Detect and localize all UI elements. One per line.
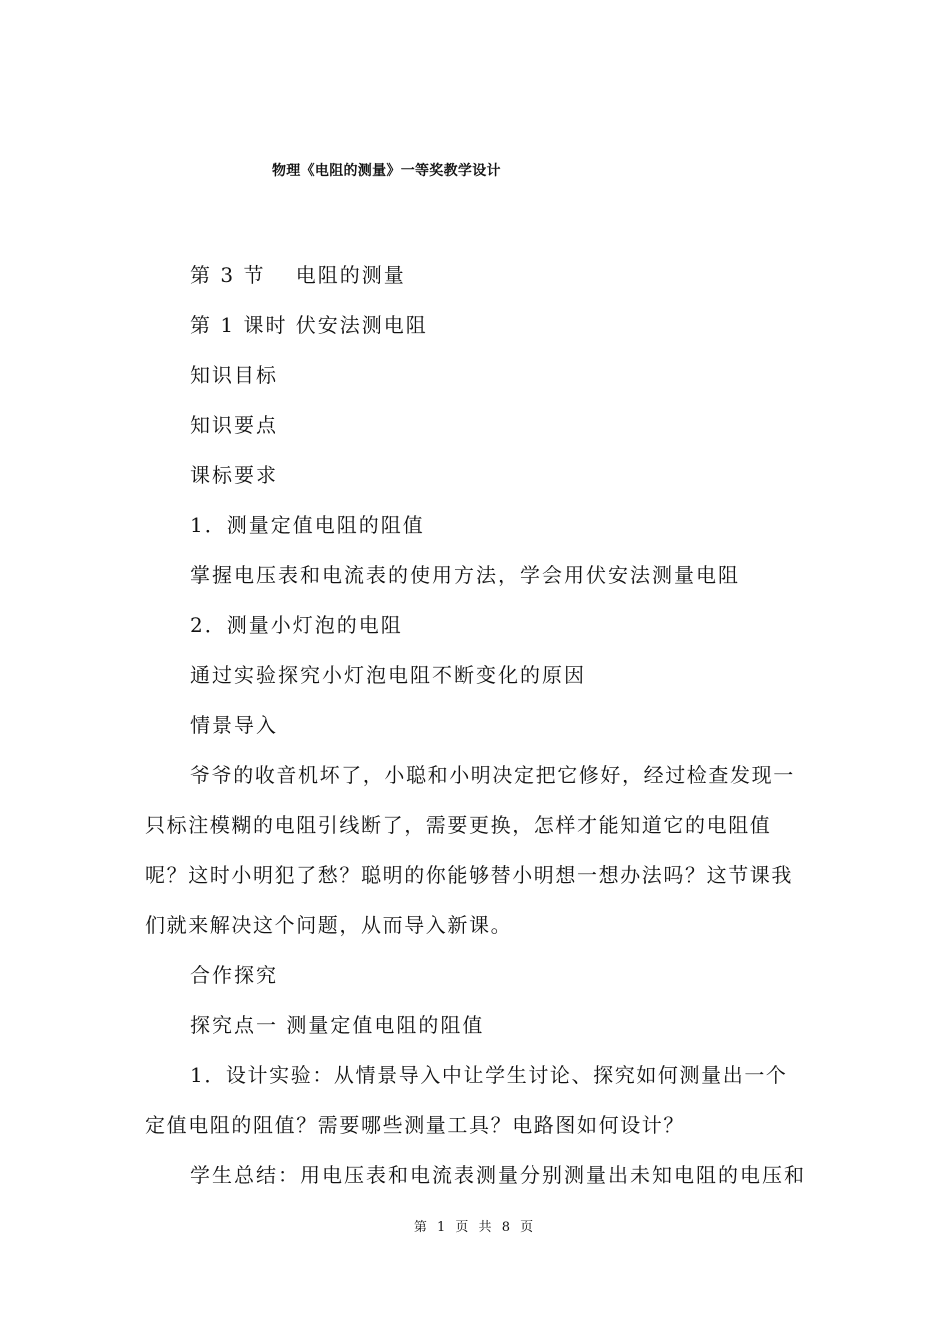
paragraph-scenario-intro: 情景导入 — [190, 713, 278, 737]
paragraph-knowledge-goals: 知识目标 — [190, 363, 278, 387]
paragraph-cooperative-inquiry: 合作探究 — [190, 963, 278, 987]
paragraph-inquiry-point-1: 探究点一 测量定值电阻的阻值 — [190, 1013, 485, 1037]
document-body — [145, 250, 805, 1200]
paragraph-item-1: 1．测量定值电阻的阻值 — [190, 513, 425, 537]
paragraph-knowledge-points: 知识要点 — [190, 413, 278, 437]
paragraph-item-2-detail: 通过实验探究小灯泡电阻不断变化的原因 — [190, 663, 586, 687]
paragraph-scenario-text: 爷爷的收音机坏了，小聪和小明决定把它修好，经过检查发现一只标注模糊的电阻引线断了，需要更换，怎样才能知道它的电阻值呢？这时小明犯了愁？聪明的你能够替小明想一想办法吗？这节课我们就来解决这个问题，从而导入新课。 — [145, 763, 795, 937]
paragraph-item-2: 2．测量小灯泡的电阻 — [190, 613, 403, 637]
paragraph-curriculum-requirements: 课标要求 — [190, 463, 278, 487]
document-title: 物理《电阻的测量》一等奖教学设计 — [272, 163, 501, 179]
lesson-heading: 第 1 课时 伏安法测电阻 — [190, 313, 428, 337]
paragraph-student-summary: 学生总结：用电压表和电流表测量分别测量出未知电阻的电压和 — [190, 1163, 806, 1187]
paragraph-design-experiment: 1．设计实验：从情景导入中让学生讨论、探究如何测量出一个定值电阻的阻值？需要哪些测量工具？电路图如何设计？ — [145, 1063, 788, 1137]
section-heading: 第 3 节 电阻的测量 — [190, 263, 406, 287]
paragraph-item-1-detail: 掌握电压表和电流表的使用方法，学会用伏安法测量电阻 — [190, 563, 740, 587]
page-footer: 第 1 页 共 8 页 — [413, 1220, 537, 1235]
